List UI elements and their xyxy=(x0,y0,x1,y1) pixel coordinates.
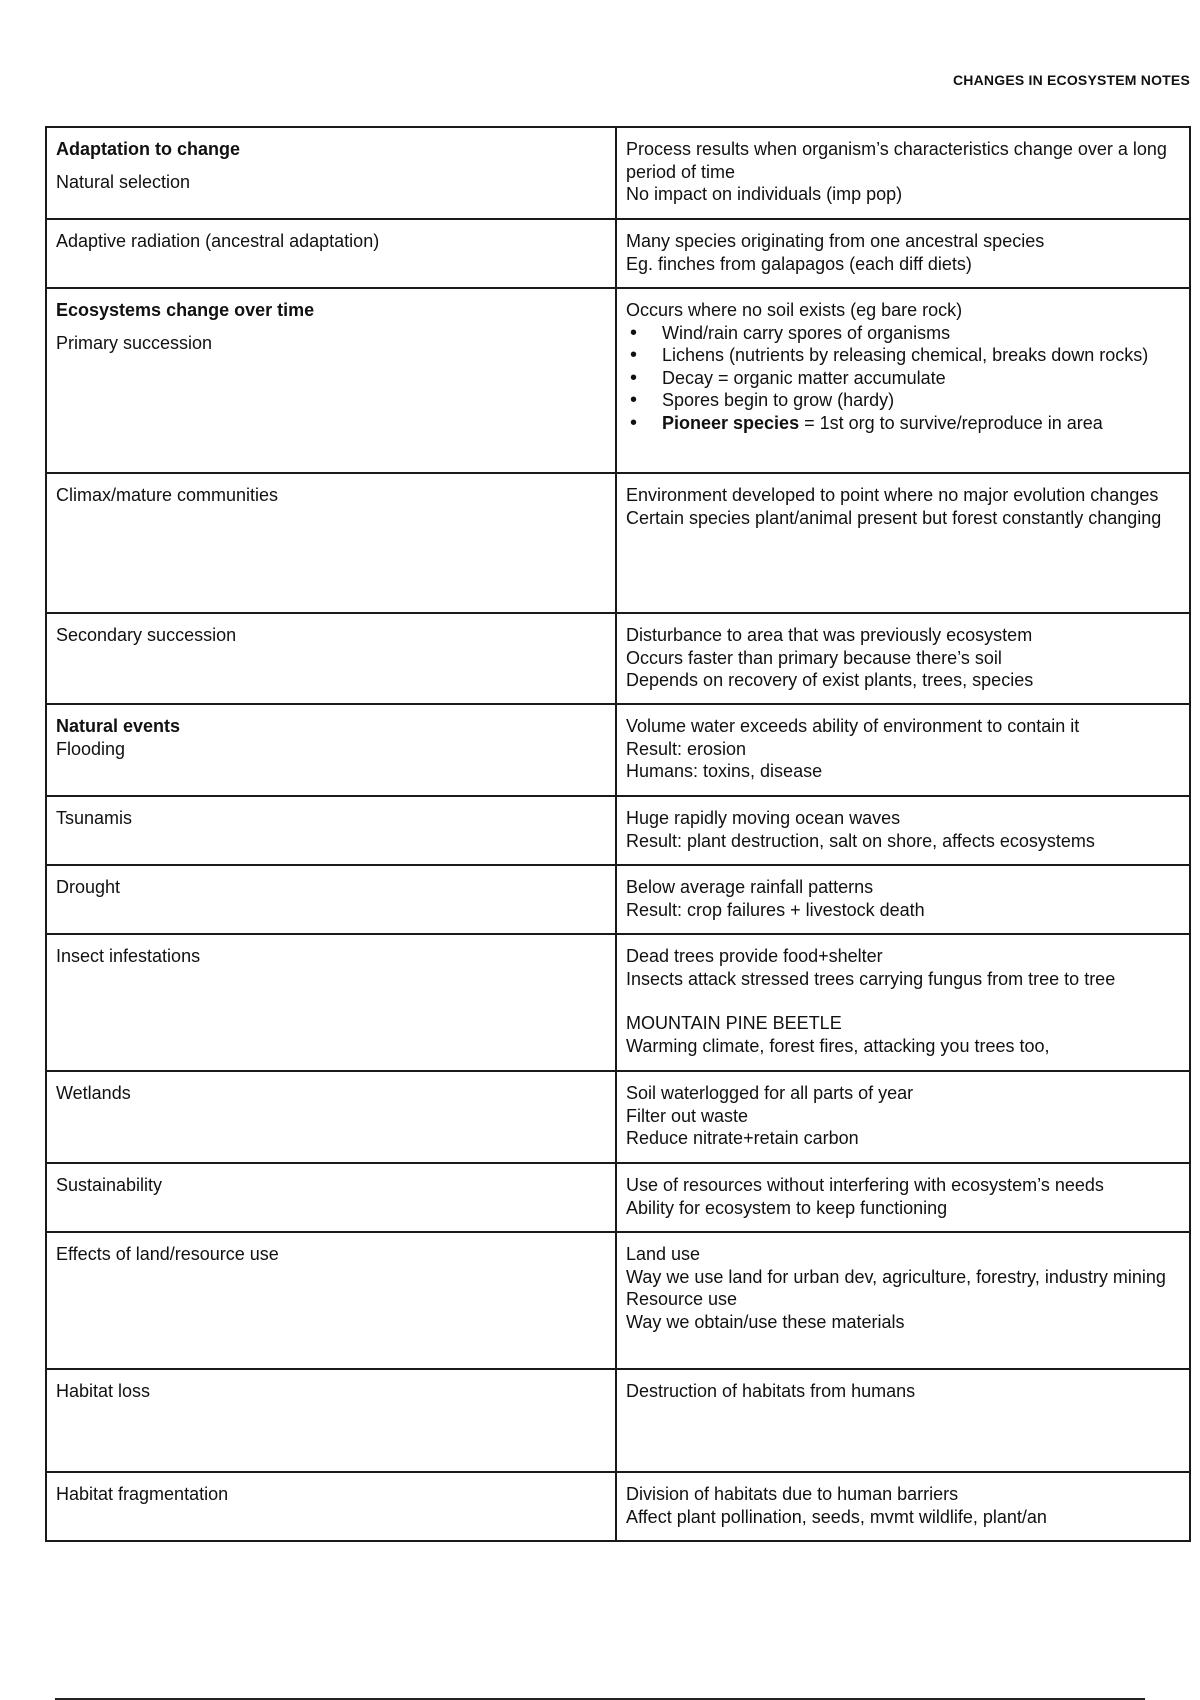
definition-cell xyxy=(616,473,1190,613)
term-cell xyxy=(46,1369,616,1472)
table-row xyxy=(46,1472,1190,1541)
definition-line: Way we use land for urban dev, agriculture, forestry, industry mining xyxy=(626,1266,1166,1287)
definition-cell xyxy=(616,1472,1190,1541)
term-label: Primary succession xyxy=(56,332,213,353)
term-cell xyxy=(46,1071,616,1163)
bullet-item: • Wind/rain carry spores of organisms xyxy=(626,322,1180,345)
bullet-item: • Lichens (nutrients by releasing chemical, breaks down rocks) xyxy=(626,344,1180,367)
definition-cell xyxy=(616,865,1190,934)
term-cell xyxy=(46,219,616,288)
table-row xyxy=(46,934,1190,1071)
term-cell xyxy=(46,288,616,473)
definition-line: Process results when organism’s characteristics change over a long period of time xyxy=(626,139,1167,182)
definition-line: Occurs faster than primary because there’s soil xyxy=(626,647,1002,668)
definition-line: Volume water exceeds ability of environment to contain it xyxy=(626,716,1080,736)
table-row xyxy=(46,288,1190,473)
bullet-item xyxy=(626,412,1180,435)
definition-line: Result: plant destruction, salt on shore, affects ecosystems xyxy=(626,830,1095,851)
definition-line: Depends on recovery of exist plants, trees, species xyxy=(626,670,1034,690)
definition-line: Certain species plant/animal present but forest constantly changing xyxy=(626,507,1162,528)
definition-line: MOUNTAIN PINE BEETLE xyxy=(626,1013,842,1033)
definition-line: No impact on individuals (imp pop) xyxy=(626,184,903,204)
term-label: Wetlands xyxy=(56,1083,131,1103)
definition-line: Occurs where no soil exists (eg bare rock) xyxy=(626,300,963,320)
definition-line: Use of resources without interfering with ecosystem’s needs xyxy=(626,1175,1104,1195)
term-cell xyxy=(46,934,616,1071)
definition-line: Huge rapidly moving ocean waves xyxy=(626,808,901,828)
definition-cell xyxy=(616,127,1190,219)
definition-line: Destruction of habitats from humans xyxy=(626,1381,916,1401)
notes-table xyxy=(45,126,1191,1542)
term-cell xyxy=(46,704,616,796)
term-label: Insect infestations xyxy=(56,946,201,966)
definition-line: Many species originating from one ancestral species xyxy=(626,231,1045,251)
definition-line: Division of habitats due to human barriers xyxy=(626,1484,959,1504)
term-cell xyxy=(46,796,616,865)
term-label: Sustainability xyxy=(56,1175,163,1195)
term-label: Habitat loss xyxy=(56,1381,151,1401)
term-cell xyxy=(46,613,616,704)
definition-line: Land use xyxy=(626,1244,701,1264)
definition-cell xyxy=(616,1163,1190,1232)
section-heading: Ecosystems change over time xyxy=(56,300,315,320)
table-row xyxy=(46,613,1190,704)
term-label: Habitat fragmentation xyxy=(56,1484,229,1504)
section-heading: Adaptation to change xyxy=(56,139,240,159)
term-label: Drought xyxy=(56,877,121,897)
definition-line: Humans: toxins, disease xyxy=(626,761,823,781)
term-label: Flooding xyxy=(56,738,126,759)
table-row xyxy=(46,865,1190,934)
term-cell xyxy=(46,1232,616,1369)
definition-cell xyxy=(616,796,1190,865)
table-row xyxy=(46,473,1190,613)
term-label: Tsunamis xyxy=(56,808,133,828)
table-row xyxy=(46,704,1190,796)
definition-cell xyxy=(616,934,1190,1071)
definition-line: Way we obtain/use these materials xyxy=(626,1311,905,1332)
table-row xyxy=(46,1232,1190,1369)
term-label: Effects of land/resource use xyxy=(56,1244,279,1264)
section-heading: Natural events xyxy=(56,716,181,736)
term-cell xyxy=(46,1163,616,1232)
table-row xyxy=(46,796,1190,865)
term-label: Adaptive radiation (ancestral adaptation) xyxy=(56,231,380,251)
table-row xyxy=(46,1369,1190,1472)
definition-line: Warming climate, forest fires, attacking you trees too, xyxy=(626,1035,1050,1056)
bullet-item: • Decay = organic matter accumulate xyxy=(626,367,1180,390)
term-cell xyxy=(46,127,616,219)
definition-line: Eg. finches from galapagos (each diff diets) xyxy=(626,253,972,274)
definition-cell xyxy=(616,704,1190,796)
definition-line: Below average rainfall patterns xyxy=(626,877,874,897)
definition-line: Affect plant pollination, seeds, mvmt wildlife, plant/an xyxy=(626,1506,1047,1527)
term-cell xyxy=(46,865,616,934)
definition-line: Filter out waste xyxy=(626,1105,749,1126)
definition-cell xyxy=(616,1369,1190,1472)
definition-cell xyxy=(616,288,1190,473)
definition-line: Disturbance to area that was previously ecosystem xyxy=(626,625,1033,645)
table-row xyxy=(46,1071,1190,1163)
definition-cell xyxy=(616,219,1190,288)
definition-cell xyxy=(616,1232,1190,1369)
term-label: Secondary succession xyxy=(56,625,237,645)
document-title: CHANGES IN ECOSYSTEM NOTES xyxy=(952,72,1190,88)
definition-line: Soil waterlogged for all parts of year xyxy=(626,1083,914,1103)
pioneer-species-label: Pioneer species xyxy=(662,412,800,433)
definition-cell xyxy=(616,1071,1190,1163)
term-cell xyxy=(46,1472,616,1541)
definition-line: Result: erosion xyxy=(626,738,747,759)
definition-line: Reduce nitrate+retain carbon xyxy=(626,1128,859,1148)
bullet-item: • Spores begin to grow (hardy) xyxy=(626,389,1180,412)
table-row xyxy=(46,127,1190,219)
term-cell xyxy=(46,473,616,613)
definition-line: Ability for ecosystem to keep functioning xyxy=(626,1197,948,1218)
definition-line: Result: crop failures + livestock death xyxy=(626,899,925,920)
pioneer-species-definition: = 1st org to survive/reproduce in area xyxy=(799,412,1103,433)
definition-line: Resource use xyxy=(626,1289,738,1309)
definition-line: Dead trees provide food+shelter xyxy=(626,946,883,966)
bullet-list xyxy=(626,322,1180,435)
table-row xyxy=(46,219,1190,288)
definition-line: Environment developed to point where no major evolution changes xyxy=(626,485,1159,505)
definition-cell xyxy=(616,613,1190,704)
term-label: Natural selection xyxy=(56,171,191,192)
table-row xyxy=(46,1163,1190,1232)
definition-line: Insects attack stressed trees carrying fungus from tree to tree xyxy=(626,968,1116,989)
term-label: Climax/mature communities xyxy=(56,485,279,505)
